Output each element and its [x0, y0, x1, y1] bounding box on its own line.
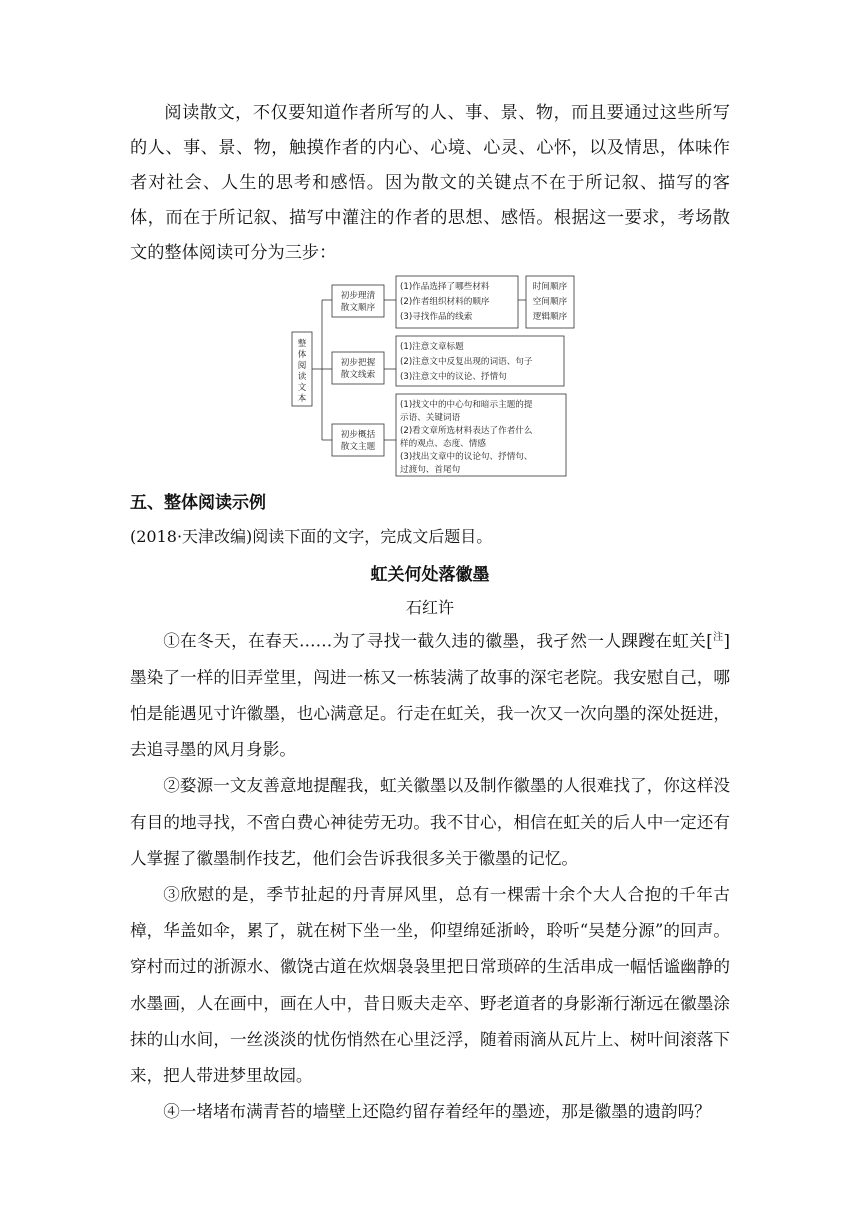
diagram-step3-item: 样的观点、态度、情感: [400, 439, 486, 449]
diagram-step3-item: 示语、关键词语: [400, 413, 461, 423]
svg-text:整: 整: [297, 339, 307, 349]
svg-text:体: 体: [297, 350, 307, 360]
article-author: 石红许: [405, 598, 454, 617]
diagram-order-type: 时间顺序: [532, 282, 568, 292]
diagram-step1-item: (3)寻找作品的线索: [400, 312, 473, 322]
diagram-step1-item: (1)作品选择了哪些材料: [400, 282, 490, 292]
diagram-step2-item: (2)注意文中反复出现的词语、句子: [400, 357, 533, 367]
diagram-step1-item: (2)作者组织材料的顺序: [400, 297, 490, 307]
article-body: [130, 620, 730, 1130]
svg-text:阅: 阅: [297, 361, 307, 371]
diagram-step3-item: (2)看文章所选材料表达了作者什么: [400, 426, 533, 436]
diagram-step1-label-2: 散文顺序: [340, 303, 376, 313]
article-paragraph-3: ③欣慰的是，季节扯起的丹青屏风里，总有一棵需十余个大人合抱的千年古樟，华盖如伞，累了，就在树下坐一坐，仰望绵延浙岭，聆听“吴楚分源”的回声。穿村而过的浙源水、徽饶古道在炊烟袅袅里把日常琐碎的生活串成一幅恬谧幽静的水墨画，人在画中，画在人中，昔日贩夫走卒、野老道者的身影渐行渐远在徽墨涂抹的山水间，一丝淡淡的忧伤悄然在心里泛浮，随着雨滴从瓦片上、树叶间滚落下来，把人带进梦里故园。: [130, 884, 730, 1085]
reading-steps-diagram: [290, 270, 590, 482]
article-paragraph-1: ①在冬天，在春天……为了寻找一截久违的徽墨，我孑然一人踝躞在虹关[$^注$]墨染了一样的旧弄堂里，闯进一栋又一栋装满了故事的深宅老院。我安慰自己，哪怕是能遇见寸许徽墨，也心满意足。行走在虹关，我一次又一次向墨的深处挺进，去追寻墨的风月身影。: [130, 631, 730, 760]
svg-text:读: 读: [297, 372, 307, 382]
diagram-step2-item: (3)注意文中的议论、抒情句: [400, 372, 507, 382]
diagram-step2-item: (1)注意文章标题: [400, 342, 464, 352]
diagram-step2-label-2: 散文线索: [340, 370, 376, 380]
diagram-order-type: 逻辑顺序: [532, 312, 568, 322]
article-paragraph-2: ②婺源一文友善意地提醒我，虹关徽墨以及制作徽墨的人很难找了，你这样没有目的地寻找，不啻白费心神徒劳无功。我不甘心，相信在虹关的后人中一定还有人掌握了徽墨制作技艺，他们会告诉我很多关于徽墨的记忆。: [130, 776, 730, 868]
intro-paragraph: 阅读散文，不仅要知道作者所写的人、事、景、物，而且要通过这些所写的人、事、景、物，触摸作者的内心、心境、心灵、心怀，以及情思，体味作者对社会、人生的思考和感悟。因为散文的关键点不在于所记叙、描写的客体，而在于所记叙、描写中灌注的作者的思想、感悟。根据这一要求，考场散文的整体阅读可分为三步：: [130, 103, 730, 263]
article-paragraph-4: ④一堵堵布满青苔的墙壁上还隐约留存着经年的墨迹，那是徽墨的遗韵吗？: [163, 1102, 711, 1122]
diagram-step2-label-1: 初步把握: [340, 358, 376, 368]
diagram-step3-item: 过渡句、首尾句: [400, 465, 461, 475]
diagram-step3-item: (3)找出文章中的议论句、抒情句、: [400, 452, 533, 462]
source-line: (2018·天津改编)阅读下面的文字，完成文后题目。: [130, 527, 493, 546]
diagram-step3-label-1: 初步概括: [340, 430, 376, 440]
svg-text:文: 文: [297, 383, 307, 393]
footnote-marker[interactable]: 注: [712, 632, 724, 643]
diagram-order-type: 空间顺序: [532, 297, 568, 307]
diagram-step1-label-1: 初步理清: [340, 291, 376, 301]
diagram-root-label: [298, 337, 307, 404]
diagram-step3-item: (1)找文中的中心句和暗示主题的提: [400, 400, 533, 410]
article-title: 虹关何处落徽墨: [370, 565, 490, 585]
svg-text:本: 本: [297, 394, 307, 404]
diagram-step3-label-2: 散文主题: [340, 442, 376, 452]
section-heading: 五、整体阅读示例: [130, 493, 266, 513]
